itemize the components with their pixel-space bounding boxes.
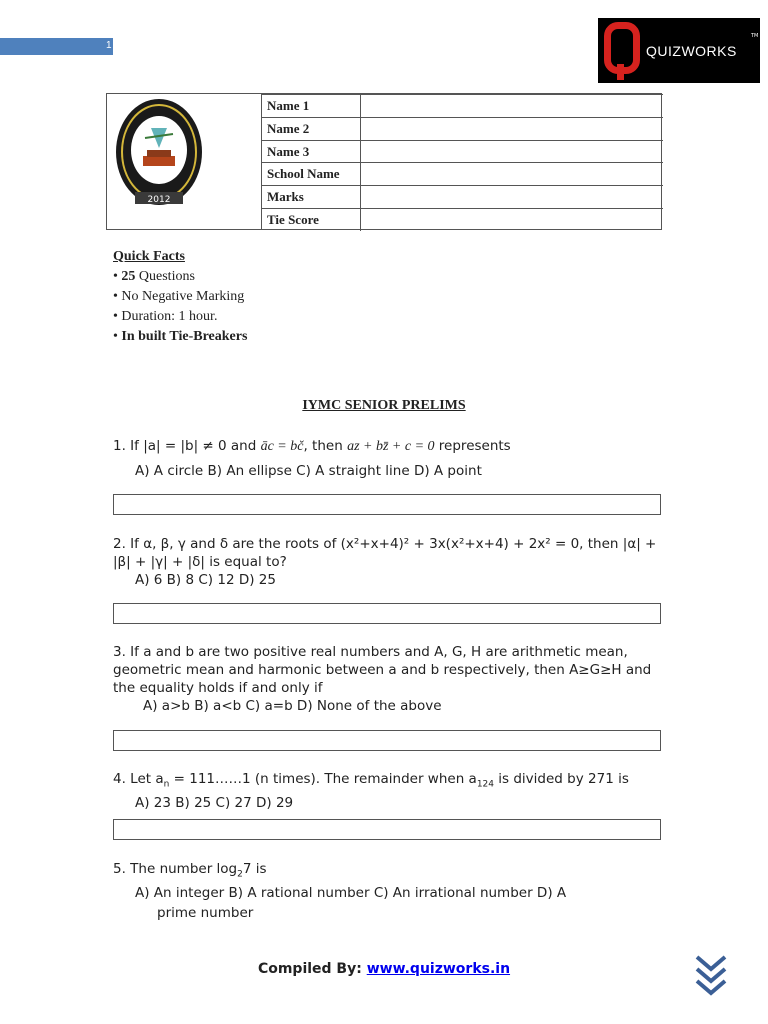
question-3 (113, 643, 663, 715)
question-text: 4. Let $a_n$ = 111……1 (n times). The remainder when $a_{124}$ is divided by 271 is (113, 771, 629, 790)
info-row-label: Tie Score (261, 209, 361, 231)
question-1 (113, 437, 663, 480)
quick-fact-item: • No Negative Marking (113, 289, 245, 304)
paper-title: IYMC SENIOR PRELIMS (302, 398, 466, 413)
emblem-year: 2012 (147, 195, 171, 205)
info-row (261, 162, 663, 185)
info-row-label: Name 3 (261, 141, 361, 163)
answer-box-1[interactable] (113, 494, 661, 515)
page-number: 1 (106, 40, 112, 51)
info-row (261, 185, 663, 208)
info-row-label: Name 2 (261, 118, 361, 140)
question-4 (113, 770, 663, 812)
question-options: A) An integer B) A rational number C) An irrational number D) A (135, 884, 567, 901)
info-row-label: Marks (261, 186, 361, 208)
footer (0, 961, 768, 977)
info-row (261, 94, 663, 117)
quick-fact-item: • 25 Questions (113, 269, 195, 284)
question-text: 5. The number $\log_27$ is (113, 861, 267, 880)
info-row-label: School Name (261, 163, 361, 185)
page-header-strip (0, 38, 113, 55)
quick-facts (113, 247, 247, 347)
convention-emblem-icon (115, 98, 203, 210)
info-row (261, 117, 663, 140)
question-options: A) 6 B) 8 C) 12 D) 25 (135, 572, 276, 588)
question-5 (113, 860, 663, 922)
info-row (261, 208, 663, 231)
info-row (261, 140, 663, 163)
info-row-label: Name 1 (261, 95, 361, 117)
quick-facts-title: Quick Facts (113, 249, 185, 264)
question-text: 1. If |a| = |b| ≠ 0 and āc = bč, then az + bz̄ + c = 0 represents (113, 438, 511, 454)
question-options: A) A circle B) An ellipse C) A straight line D) A point (135, 463, 482, 479)
question-2 (113, 535, 663, 589)
question-text: 2. If α, β, γ and δ are the roots of (x²+x+4)² + 3x(x²+x+4) + 2x² = 0, then |α| + |β| + |γ| + |δ| is equal to? (113, 536, 657, 570)
quick-fact-item: • In built Tie-Breakers (113, 329, 248, 344)
student-info-table (106, 93, 662, 230)
question-options: A) 23 B) 25 C) 27 D) 29 (135, 794, 294, 811)
math-expression: az + bz̄ + c = 0 (347, 439, 435, 454)
trademark-mark: TM (751, 33, 759, 39)
emblem-cell (107, 94, 262, 229)
quick-fact-item: • Duration: 1 hour. (113, 309, 218, 324)
q-logo-tail (617, 64, 624, 80)
answer-box-4[interactable] (113, 819, 661, 840)
answer-box-2[interactable] (113, 603, 661, 624)
footer-label: Compiled By: (257, 961, 367, 977)
math-expression: āc = bč (260, 439, 304, 454)
answer-box-3[interactable] (113, 730, 661, 751)
question-options: A) a>b B) a<b C) a=b D) None of the above (143, 698, 442, 714)
footer-link[interactable]: www.quizworks.in (366, 961, 511, 977)
question-text: 3. If a and b are two positive real numbers and A, G, H are arithmetic mean, geometric mean and harmonic between a and b respectively, then A≥G≥H and the equality holds if and only if (113, 644, 652, 696)
question-options-cont: prime number (157, 904, 254, 921)
quizworks-logo (598, 18, 760, 83)
brand-name: QUIZWORKS (646, 43, 737, 59)
chevron-down-icon (694, 953, 728, 1001)
